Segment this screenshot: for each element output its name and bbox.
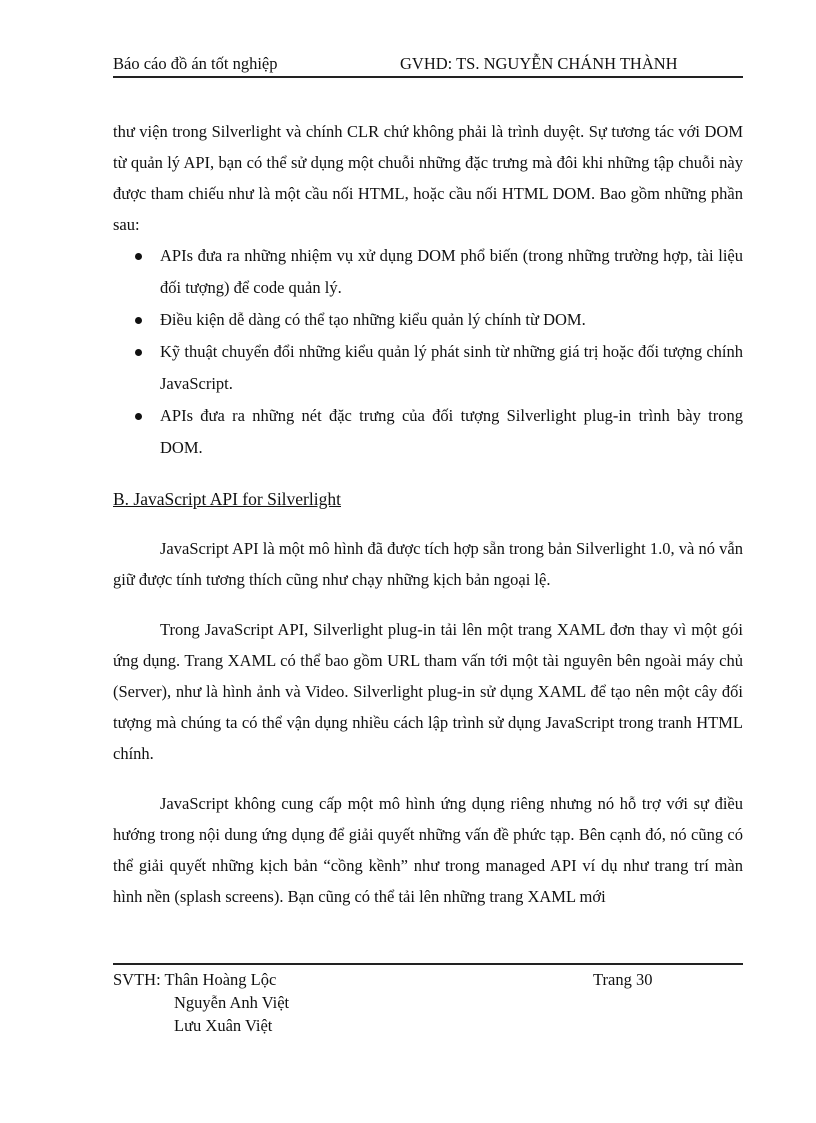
list-item	[113, 336, 743, 400]
paragraph: JavaScript không cung cấp một mô hình ứng dụng riêng nhưng nó hỗ trợ với sự điều hướng trong nội dung ứng dụng để giải quyết những vấn đề phức tạp. Bên cạnh đó, nó cũng có thể giải quyết những kịch bản “cồng kềnh” như trong managed API ví dụ như trang trí màn hình nền (splash screens). Bạn cũng có thể tải lên những trang XAML mới	[113, 794, 743, 906]
report-title: Báo cáo đồ án tốt nghiệp	[113, 54, 278, 73]
list-item	[113, 400, 743, 464]
student-name: Lưu Xuân Việt	[174, 1016, 273, 1035]
list-item-text: Điều kiện dễ dàng có thể tạo những kiểu quản lý chính từ DOM.	[160, 310, 586, 329]
list-item-text: Kỹ thuật chuyển đổi những kiểu quản lý phát sinh từ những giá trị hoặc đối tượng chính JavaScript.	[160, 342, 743, 393]
list-item-text: APIs đưa ra những nét đặc trưng của đối tượng Silverlight plug-in trình bày trong DOM.	[160, 406, 743, 457]
advisor-name: GVHD: TS. NGUYỄN CHÁNH THÀNH	[400, 54, 678, 73]
student-label: SVTH: Thân Hoàng Lộc	[113, 970, 277, 989]
list-item	[113, 304, 743, 336]
student-name: Nguyễn Anh Việt	[174, 993, 290, 1012]
bullet-icon	[135, 349, 142, 356]
page-header	[113, 50, 743, 78]
page-number: Trang 30	[593, 970, 653, 989]
paragraph: Trong JavaScript API, Silverlight plug-in tải lên một trang XAML đơn thay vì một gói ứng dụng. Trang XAML có thể bao gồm URL tham vấn tới một tài nguyên bên ngoài máy chủ (Server), như là hình ảnh và Video. Silverlight plug-in sử dụng XAML để tạo nên một cây đối tượng mà chúng ta có thể vận dụng nhiều cách lập trình sử dụng JavaScript trong tranh HTML chính.	[113, 620, 743, 763]
intro-paragraph: thư viện trong Silverlight và chính CLR chứ không phải là trình duyệt. Sự tương tác với DOM từ quản lý API, bạn có thể sử dụng một chuỗi những đặc trưng mà đôi khi những tập chuỗi này được tham chiếu như là một cầu nối HTML, hoặc cầu nối HTML DOM. Bao gồm những phần sau:	[113, 122, 743, 234]
feature-list	[113, 240, 743, 464]
paragraph: JavaScript API là một mô hình đã được tích hợp sẵn trong bản Silverlight 1.0, và nó vẫn giữ được tính tương thích cũng như chạy những kịch bản ngoại lệ.	[113, 539, 743, 589]
student-names	[174, 991, 289, 1037]
section-heading: B. JavaScript API for Silverlight	[113, 489, 341, 509]
bullet-icon	[135, 413, 142, 420]
list-item-text: APIs đưa ra những nhiệm vụ xử dụng DOM phổ biến (trong những trường hợp, tài liệu đối tượng) để code quản lý.	[160, 246, 743, 297]
list-item	[113, 240, 743, 304]
page-footer	[113, 963, 743, 1035]
page-body	[113, 116, 743, 912]
bullet-icon	[135, 253, 142, 260]
bullet-icon	[135, 317, 142, 324]
